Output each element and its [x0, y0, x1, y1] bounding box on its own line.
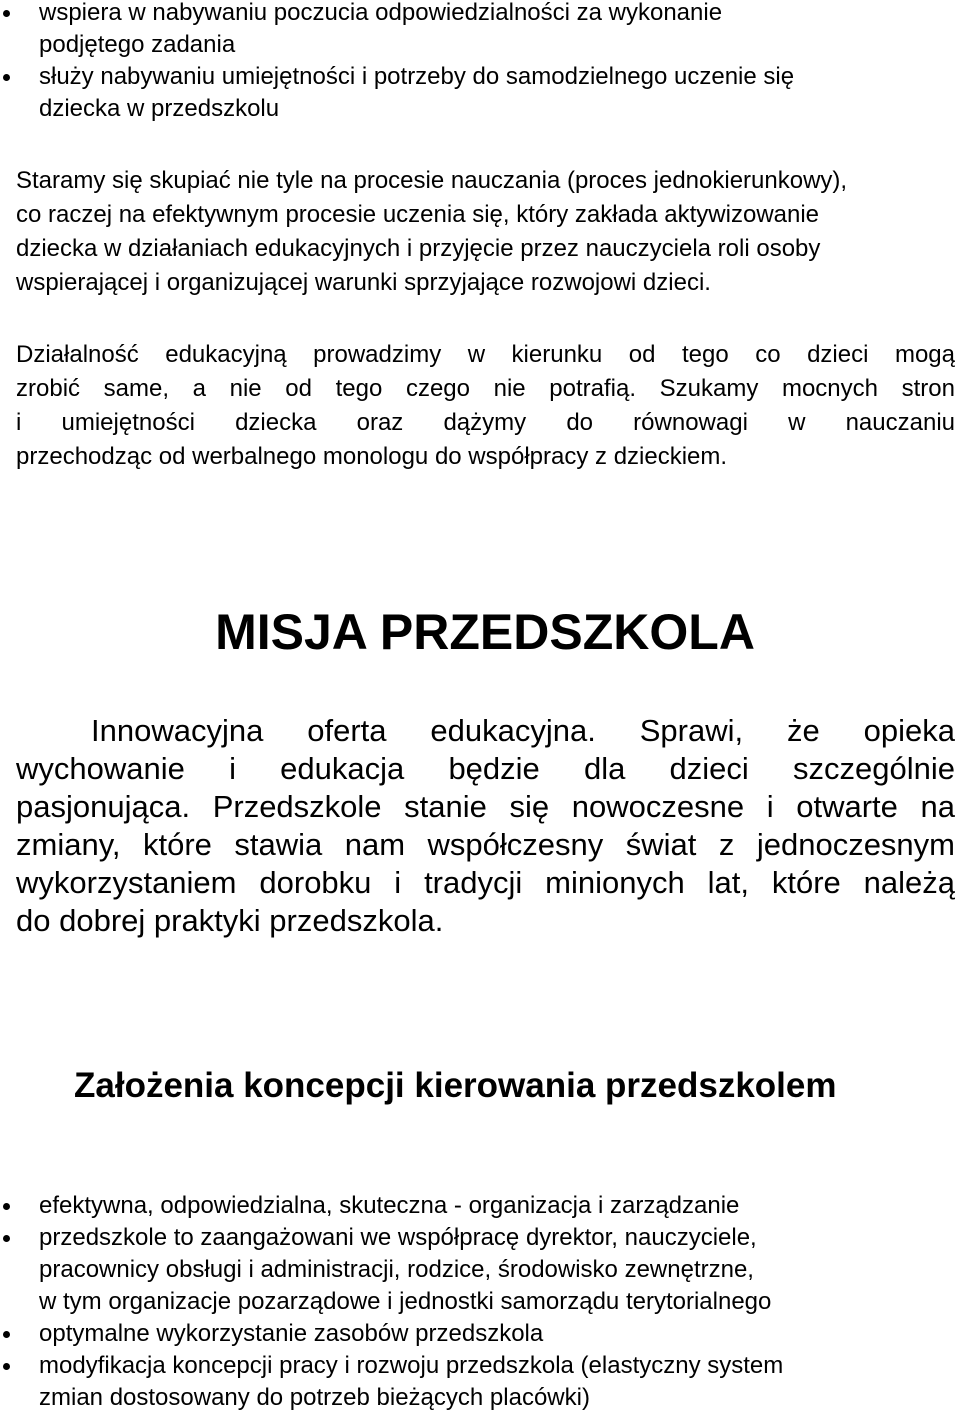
top-bullet-list	[0, 0, 960, 125]
list-item-line: pracownicy obsługi i administracji, rodzice, środowisko zewnętrzne,	[39, 1256, 754, 1283]
bullet-icon	[3, 1331, 10, 1338]
mission-line: Innowacyjna oferta edukacyjna. Sprawi, że opieka	[91, 713, 955, 748]
list-item-line: optymalne wykorzystanie zasobów przedszkola	[39, 1320, 544, 1347]
list-item	[0, 1222, 960, 1318]
bullet-icon	[3, 1235, 10, 1242]
mission-heading: MISJA PRZEDSZKOLA	[215, 604, 755, 660]
paragraph-line: zrobić same, a nie od tego czego nie potrafią. Szukamy mocnych stron	[16, 375, 955, 402]
list-item	[0, 1350, 960, 1414]
list-item	[0, 1318, 960, 1350]
list-item-line: przedszkole to zaangażowani we współpracę dyrektor, nauczyciele,	[39, 1224, 757, 1251]
list-item-line: zmian dostosowany do potrzeb bieżących placówki)	[39, 1384, 590, 1411]
mission-line: pasjonująca. Przedszkole stanie się nowoczesne i otwarte na	[16, 789, 955, 824]
management-heading: Założenia koncepcji kierowania przedszkolem	[74, 1066, 837, 1105]
list-item-line: dziecka w przedszkolu	[39, 95, 280, 122]
list-item	[0, 61, 960, 125]
mission-line: zmiany, które stawia nam współczesny świat z jednoczesnym	[16, 827, 955, 862]
bullet-icon	[3, 1363, 10, 1370]
paragraph-line: Działalność edukacyjną prowadzimy w kierunku od tego co dzieci mogą	[16, 341, 955, 368]
paragraph-line: dziecka w działaniach edukacyjnych i przyjęcie przez nauczyciela roli osoby	[16, 235, 821, 262]
list-item-line: podjętego zadania	[39, 31, 236, 58]
mission-line: do dobrej praktyki przedszkola.	[16, 903, 444, 938]
mission-text	[16, 712, 955, 940]
list-item-line: w tym organizacje pozarządowe i jednostki samorządu terytorialnego	[39, 1288, 772, 1315]
paragraph-educational-activity	[16, 338, 955, 474]
paragraph-line: i umiejętności dziecka oraz dążymy do równowagi w nauczaniu	[16, 409, 955, 436]
bullet-icon	[3, 74, 10, 81]
management-bullet-list	[0, 1190, 960, 1414]
bullet-icon	[3, 10, 10, 17]
list-item	[0, 0, 960, 61]
paragraph-line: przechodząc od werbalnego monologu do współpracy z dzieckiem.	[16, 443, 728, 470]
bullet-icon	[3, 1203, 10, 1210]
mission-line: wychowanie i edukacja będzie dla dzieci szczególnie	[16, 751, 955, 786]
list-item	[0, 1190, 960, 1222]
list-item-line: modyfikacja koncepcji pracy i rozwoju przedszkola (elastyczny system	[39, 1352, 784, 1379]
paragraph-line: co raczej na efektywnym procesie uczenia się, który zakłada aktywizowanie	[16, 201, 820, 228]
list-item-line: wspiera w nabywaniu poczucia odpowiedzialności za wykonanie	[39, 0, 723, 26]
list-item-line: służy nabywaniu umiejętności i potrzeby do samodzielnego uczenie się	[39, 63, 795, 90]
mission-line: wykorzystaniem dorobku i tradycji minionych lat, które należą	[16, 865, 955, 900]
paragraph-teaching-process	[16, 164, 955, 300]
paragraph-line: wspierającej i organizującej warunki sprzyjające rozwojowi dzieci.	[16, 269, 711, 296]
paragraph-line: Staramy się skupiać nie tyle na procesie nauczania (proces jednokierunkowy),	[16, 167, 848, 194]
list-item-line: efektywna, odpowiedzialna, skuteczna - organizacja i zarządzanie	[39, 1192, 740, 1219]
